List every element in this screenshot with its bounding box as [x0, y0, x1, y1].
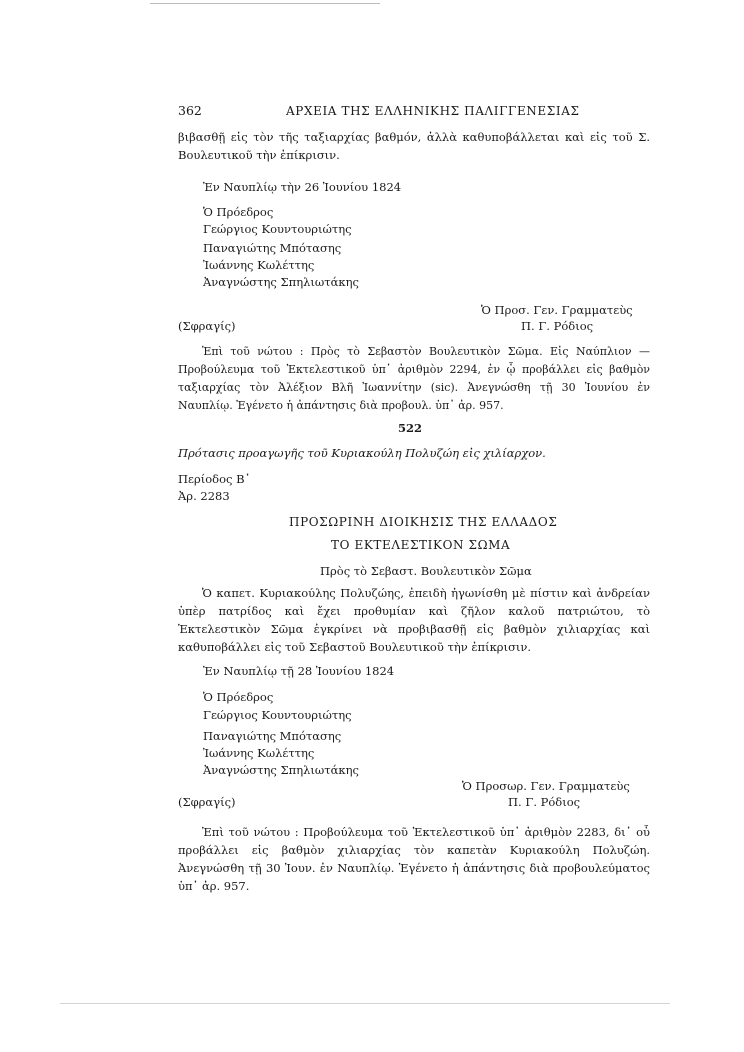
doc2-seal: (Σφραγίς) — [178, 795, 236, 809]
page-number: 362 — [178, 103, 202, 118]
doc1-member-3: Ἀναγνώστης Σπηλιωτάκης — [203, 275, 359, 289]
doc2-verso-note: Ἐπὶ τοῦ νώτου : Προβούλευμα τοῦ Ἐκτελεστικοῦ ὑπ᾽ ἀριθμὸν 2283, δι᾽ οὗ προβάλλει εἰς βαθμὸν χιλιαρχίας τὸν καπετὰν Κυριακούλη Πολυζώη. Ἀνεγνώσθη τῇ 30 Ἰουν. ἐν Ναυπλίῳ. Ἐγένετο ἡ ἀπάντησις διὰ προβουλεύματος ὑπ᾽ ἀρ. 957. — [178, 825, 650, 893]
doc1-secretary-name: Π. Γ. Ρόδιος — [521, 319, 594, 333]
doc2-heading-1: ΠΡΟΣΩΡΙΝΗ ΔΙΟΙΚΗΣΙΣ ΤΗΣ ΕΛΛΑΔΟΣ — [289, 515, 558, 529]
doc1-member-1: Παναγιώτης Μπότασης — [203, 241, 342, 255]
doc2-place-date: Ἐν Ναυπλίῳ τῇ 28 Ἰουνίου 1824 — [203, 664, 395, 678]
doc2-addressee: Πρὸς τὸ Σεβαστ. Βουλευτικὸν Σῶμα — [320, 564, 532, 578]
doc2-period: Περίοδος Β᾽ — [178, 472, 251, 486]
running-title: ΑΡΧΕΙΑ ΤΗΣ ΕΛΛΗΝΙΚΗΣ ΠΑΛΙΓΓΕΝΕΣΙΑΣ — [286, 104, 580, 118]
doc1-verso-note: Ἐπὶ τοῦ νώτου : Πρὸς τὸ Σεβαστὸν Βουλευτικὸν Σῶμα. Εἰς Ναύπλιον — Προβούλευμα τοῦ Ἐκτελεστικοῦ ὑπ᾽ ἀριθμὸν 2294, ἐν ᾧ προβάλλει εἰς βαθμὸν ταξιαρχίας τὸν Ἀλέξιον Βλῆ Ἰωαννίτην (sic). Ἀνεγνώσθη τῇ 30 Ἰουνίου ἐν Ναυπλίῳ. Ἐγένετο ἡ ἀπάντησις διὰ προβουλ. ὑπ᾽ ἀρ. 957. — [178, 345, 650, 412]
doc2-number: 522 — [398, 421, 423, 435]
doc2-arith: Ἀρ. 2283 — [178, 489, 230, 503]
doc2-secretary-name: Π. Γ. Ρόδιος — [508, 795, 581, 809]
doc1-secretary-title: Ὁ Προσ. Γεν. Γραμματεὺς — [481, 303, 633, 317]
doc2-member-2: Ἰωάννης Κωλέττης — [203, 746, 315, 760]
doc2-title: Πρότασις προαγωγῆς τοῦ Κυριακούλη Πολυζώη εἰς χιλίαρχον. — [178, 446, 546, 460]
doc2-president-title: Ὁ Πρόεδρος — [203, 690, 274, 704]
doc2-president-name: Γεώργιος Κουντουριώτης — [203, 708, 352, 722]
doc2-body: Ὁ καπετ. Κυριακούλης Πολυζώης, ἐπειδὴ ἠγωνίσθη μὲ πίστιν καὶ ἀνδρείαν ὑπὲρ πατρίδος καὶ ἔχει προθυμίαν καὶ ζῆλον καλοῦ πατριώτου, τὸ Ἐκτελεστικὸν Σῶμα ἐγκρίνει νὰ προβιβασθῇ εἰς βαθμὸν χιλιαρχίας καὶ καθυποβάλλει εἰς τοῦ Σεβαστοῦ Βουλευτικοῦ τὴν ἐπίκρισιν. — [178, 586, 650, 654]
doc1-member-2: Ἰωάννης Κωλέττης — [203, 258, 315, 272]
scan-artifact-top — [150, 3, 380, 4]
scan-artifact-bottom — [60, 1003, 670, 1004]
doc2-member-3: Ἀναγνώστης Σπηλιωτάκης — [203, 763, 359, 777]
doc1-president-name: Γεώργιος Κουντουριώτης — [203, 222, 352, 236]
doc1-place-date: Ἐν Ναυπλίῳ τὴν 26 Ἰουνίου 1824 — [203, 180, 402, 194]
doc2-member-1: Παναγιώτης Μπότασης — [203, 729, 342, 743]
doc1-president-title: Ὁ Πρόεδρος — [203, 205, 274, 219]
doc1-continuation: βιβασθῇ εἰς τὸν τῆς ταξιαρχίας βαθμόν, ἀλλὰ καθυποβάλλεται καὶ εἰς τοῦ Σ. Βουλευτικοῦ τὴν ἐπίκρισιν. — [178, 130, 650, 162]
doc2-heading-2: ΤΟ ΕΚΤΕΛΕΣΤΙΚΟΝ ΣΩΜΑ — [331, 538, 511, 552]
doc1-seal: (Σφραγίς) — [178, 319, 236, 333]
doc2-secretary-title: Ὁ Προσωρ. Γεν. Γραμματεὺς — [462, 779, 630, 793]
